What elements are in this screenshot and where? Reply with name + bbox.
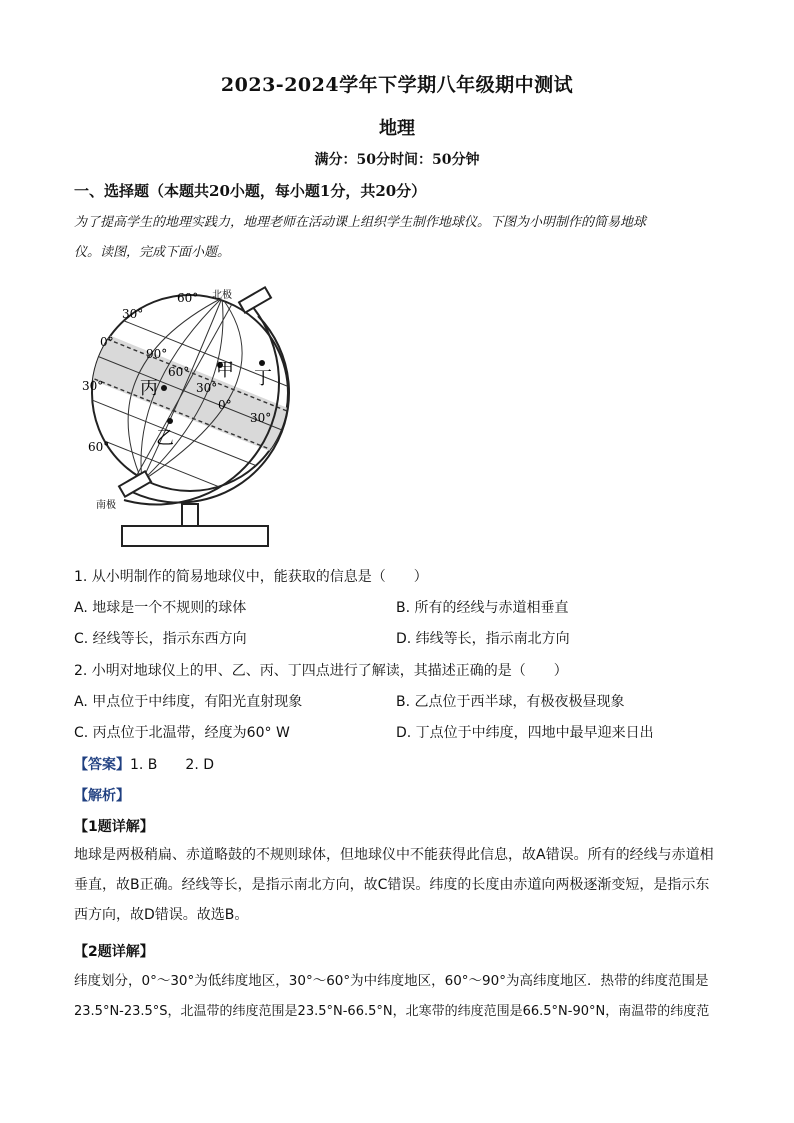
label-lat30n: 30° bbox=[122, 307, 144, 321]
detail-2-line-2: 23.5°N-23.5°S，北温带的纬度范围是23.5°N-66.5°N，北寒带的纬度范围是66.5°N-90°N，南温带的纬度范 bbox=[74, 1004, 710, 1019]
detail-1-line-1: 地球是两极稍扁、赤道略鼓的不规则球体，但地球仪中不能获得此信息，故A错误。所有的经线与赤道相 bbox=[74, 847, 714, 863]
section-heading: 一、选择题（本题共20小题，每小题1分，共20分） bbox=[74, 182, 427, 200]
label-lat60n: 60° bbox=[177, 291, 199, 305]
detail-2-label: 【2题详解】 bbox=[74, 944, 154, 960]
q1-option-d: D. 纬线等长，指示南北方向 bbox=[396, 631, 570, 647]
point-ding bbox=[259, 360, 265, 366]
point-yi bbox=[167, 418, 173, 424]
subject-title: 地理 bbox=[379, 118, 415, 139]
exam-info: 满分：50分时间：50分钟 bbox=[314, 152, 480, 168]
label-yi: 乙 bbox=[156, 428, 174, 449]
q2-option-a: A. 甲点位于中纬度，有阳光直射现象 bbox=[74, 694, 303, 710]
intro-line-1: 为了提高学生的地理实践力，地理老师在活动课上组织学生制作地球仪。下图为小明制作的简易地球 bbox=[74, 215, 647, 230]
intro-line-2: 仪。读图，完成下面小题。 bbox=[74, 245, 231, 260]
label-lon30: 30° bbox=[196, 381, 218, 395]
exam-title: 2023-2024学年下学期八年级期中测试 bbox=[220, 74, 574, 96]
q2-option-d: D. 丁点位于中纬度，四地中最早迎来日出 bbox=[396, 725, 654, 741]
answer-label: 【答案】 bbox=[74, 757, 130, 773]
globe-figure bbox=[72, 276, 322, 556]
answer-text: 1. B 2. D bbox=[130, 757, 214, 773]
label-ding: 丁 bbox=[254, 368, 272, 389]
answer-line bbox=[74, 754, 214, 774]
analysis-label: 【解析】 bbox=[74, 788, 130, 804]
detail-1-line-2: 垂直，故B正确。经线等长，是指示南北方向，故C错误。纬度的长度由赤道向两极逐渐变短，是指示东 bbox=[74, 877, 710, 893]
q2-option-b: B. 乙点位于西半球，有极夜极昼现象 bbox=[396, 694, 625, 710]
q1-option-b: B. 所有的经线与赤道相垂直 bbox=[396, 600, 569, 616]
label-lon90: 90° bbox=[146, 347, 168, 361]
label-lat60s: 60° bbox=[88, 440, 110, 454]
label-bing: 丙 bbox=[140, 378, 158, 399]
q1-option-a: A. 地球是一个不规则的球体 bbox=[74, 600, 247, 616]
point-bing bbox=[161, 385, 167, 391]
detail-1-line-3: 西方向，故D错误。故选B。 bbox=[74, 907, 249, 923]
detail-1-label: 【1题详解】 bbox=[74, 819, 154, 835]
label-lon60: 60° bbox=[168, 365, 190, 379]
label-jia: 甲 bbox=[216, 360, 234, 381]
q1-stem: 1. 从小明制作的简易地球仪中，能获取的信息是（ ） bbox=[74, 569, 428, 585]
label-eq: 0° bbox=[100, 335, 114, 349]
label-south-pole: 南极 bbox=[96, 500, 116, 511]
label-lat30s: 30° bbox=[82, 379, 104, 393]
label-north-pole: 北极 bbox=[212, 290, 232, 301]
q2-option-c: C. 丙点位于北温带，经度为60° W bbox=[74, 725, 290, 741]
label-lon0: 0° bbox=[218, 398, 232, 412]
q1-option-c: C. 经线等长，指示东西方向 bbox=[74, 631, 247, 647]
detail-2-line-1: 纬度划分，0°～30°为低纬度地区，30°～60°为中纬度地区，60°～90°为高纬度地区．热带的纬度范围是 bbox=[74, 973, 709, 989]
label-lon30e: 30° bbox=[250, 411, 272, 425]
q2-stem: 2. 小明对地球仪上的甲、乙、丙、丁四点进行了解读，其描述正确的是（ ） bbox=[74, 663, 568, 679]
